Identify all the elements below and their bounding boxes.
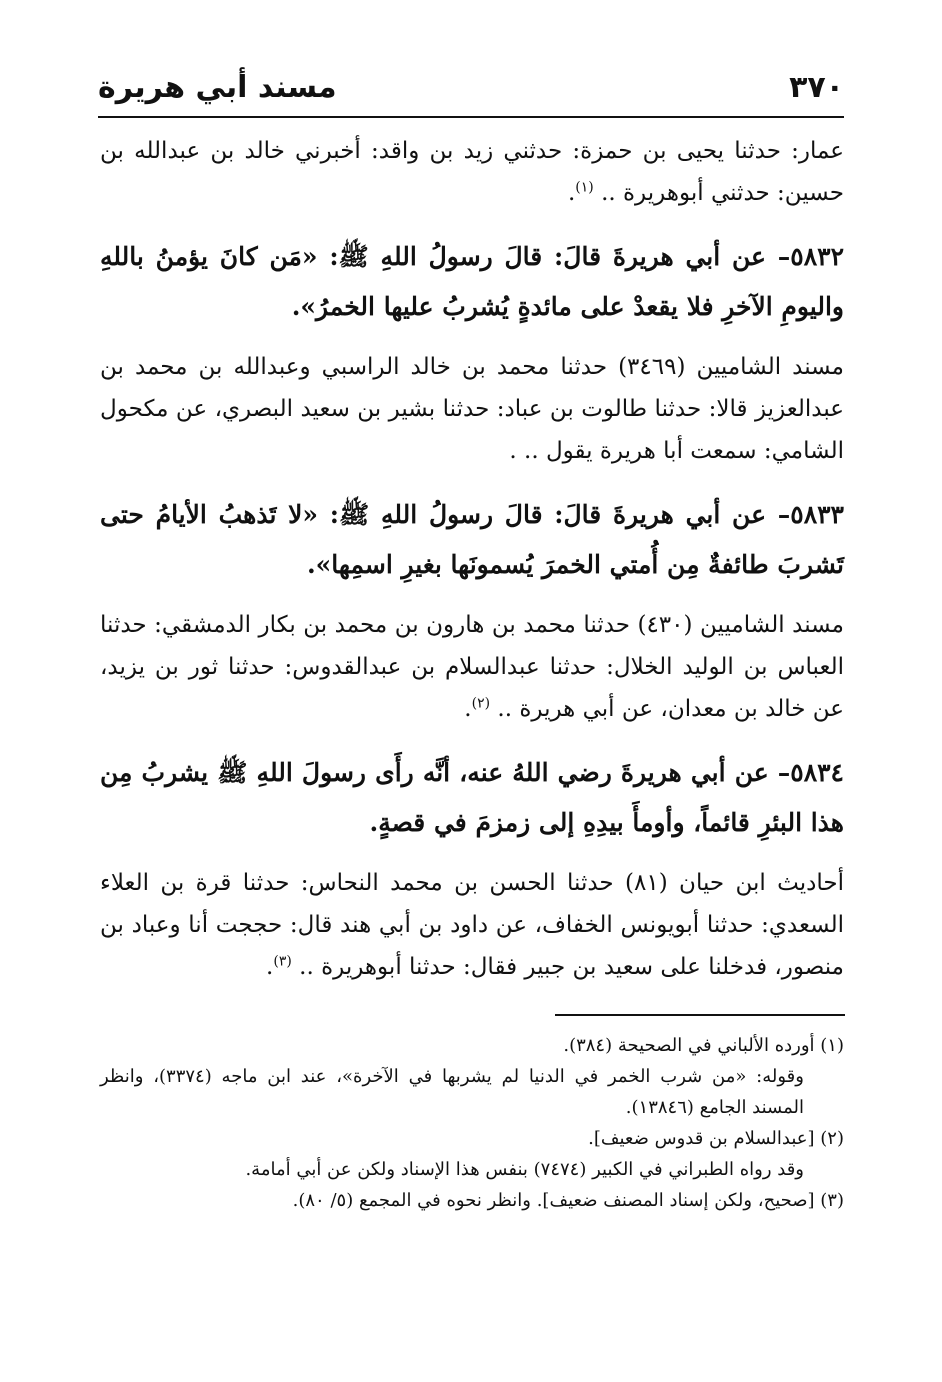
hadith-number: ٥٨٣٢–	[777, 242, 844, 271]
hadith-text: عن أبي هريرةَ قالَ: قالَ رسولُ اللهِ ﷺ: «مَن كانَ يؤمنُ باللهِ واليومِ الآخرِ فلا يقعدْ على مائدةٍ يُشربُ عليها الخمرُ».	[100, 242, 844, 321]
hadith-block	[100, 490, 844, 590]
narration-block: مسند الشاميين (٤٣٠) حدثنا محمد بن هارون بن محمد بن بكار الدمشقي: حدثنا العباس بن الوليد الخلال: حدثنا عبدالسلام بن عبدالقدوس: حدثنا ثور بن يزيد، عن خالد بن معدان، عن أبي هريرة .. $^{(٢)}$.	[100, 612, 844, 722]
footnote-1-continuation: وقوله: «من شرب الخمر في الدنيا لم يشربها في الآخرة»، عند ابن ماجه (٣٣٧٤)، وانظر المسند الجامع (١٣٨٤٦).	[100, 1066, 804, 1118]
footnote-separator	[555, 1014, 845, 1016]
hadith-number: ٥٨٣٣–	[777, 500, 844, 529]
footnote-1: (١) أورده الألباني في الصحيحة (٣٨٤).	[563, 1035, 844, 1056]
narration-block: عمار: حدثنا يحيى بن حمزة: حدثني زيد بن واقد: أخبرني خالد بن عبدالله بن حسين: حدثني أبوهريرة .. $^{(١)}$.	[100, 138, 844, 206]
footnote-ref[interactable]: (٢)	[471, 695, 491, 712]
hadith-block	[100, 232, 844, 332]
footnotes	[100, 1030, 844, 1216]
narration-block: أحاديث ابن حيان (٨١) حدثنا الحسن بن محمد النحاس: حدثنا قرة بن العلاء السعدي: حدثنا أبويونس الخفاف، عن داود بن أبي هند قال: حججت أنا وعباد بن منصور، فدخلنا على سعيد بن جبير فقال: حدثنا أبوهريرة .. $^{(٣)}$.	[100, 870, 845, 980]
page-number: ٣٧٠	[789, 70, 844, 105]
hadith-number: ٥٨٣٤–	[777, 758, 844, 787]
main-text	[100, 130, 844, 1006]
hadith-block	[100, 748, 844, 848]
running-title: مسند أبي هريرة	[98, 70, 337, 105]
header-rule	[98, 116, 844, 118]
footnote-ref[interactable]: (١)	[575, 179, 594, 196]
footnote-3: (٣) [صحيح، ولكن إسناد المصنف ضعيف]. وانظر نحوه في المجمع (٥/ ٨٠).	[292, 1190, 844, 1211]
footnote-2-continuation: وقد رواه الطبراني في الكبير (٧٤٧٤) بنفس هذا الإسناد ولكن عن أبي أمامة.	[245, 1159, 804, 1180]
hadith-text: عن أبي هريرةَ قالَ: قالَ رسولُ اللهِ ﷺ: «لا تَذهبُ الأيامُ حتى تَشربَ طائفةٌ مِن أُمتي الخمرَ يُسمونَها بغيرِ اسمِها».	[100, 500, 844, 579]
hadith-text: عن أبي هريرةَ رضي اللهُ عنه، أنَّه رأَى رسولَ اللهِ ﷺ يشربُ مِن هذا البئرِ قائماً، وأومأَ بيدِهِ إلى زمزمَ في قصةٍ.	[100, 758, 844, 837]
page-header	[98, 62, 844, 120]
footnote-2: (٢) [عبدالسلام بن قدوس ضعيف].	[588, 1128, 844, 1149]
narration-block: مسند الشاميين (٣٤٦٩) حدثنا محمد بن خالد الراسبي وعبدالله بن محمد بن عبدالعزيز قالا: حدثنا طالوت بن عباد: حدثنا بشير بن سعيد البصري، عن مكحول الشامي: سمعت أبا هريرة يقول .. .	[100, 354, 844, 464]
footnote-ref[interactable]: (٣)	[273, 953, 292, 970]
